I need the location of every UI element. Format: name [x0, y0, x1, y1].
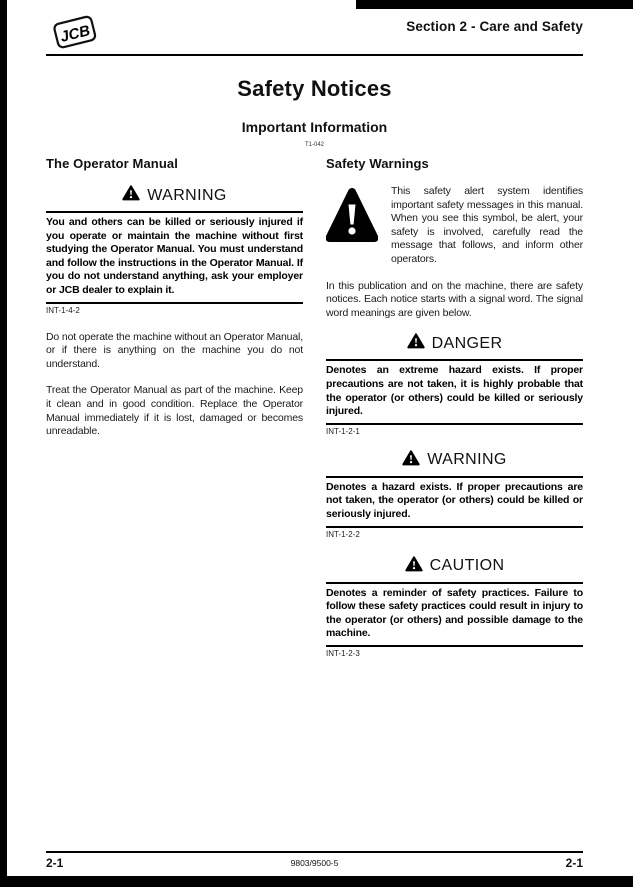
- left-column-heading: The Operator Manual: [46, 156, 178, 171]
- warning-triangle-icon: [122, 185, 140, 206]
- warning-notice-box: [326, 448, 583, 539]
- right-column-heading: Safety Warnings: [326, 156, 429, 171]
- scan-border-left: [0, 0, 7, 887]
- signal-word: CAUTION: [429, 557, 505, 574]
- warning-notice-box: [46, 183, 303, 315]
- paragraph: Do not operate the machine without an Operator Manual, or if there is anything on the machine you do not understand.: [46, 330, 303, 370]
- scan-border-top-right: [356, 0, 633, 9]
- reference-code: T1-042: [304, 142, 324, 148]
- page-number-left: 2-1: [46, 856, 64, 870]
- warning-body: You and others can be killed or seriously injured if you operate or maintain the machine without first studying the Operator Manual. You must understand and follow the instructions in the Operator Manual. If you do not understand anything, ask your employer or JCB dealer to explain it.: [46, 216, 303, 296]
- publication-number: 9803/9500-5: [290, 858, 339, 868]
- notice-code: INT-1-2-1: [326, 426, 360, 436]
- alert-intro-text: This safety alert system identifies important safety messages in this manual. When you see this symbol, be alert, your safety is involved, carefully read the message that follows, and inform other operators.: [391, 185, 583, 265]
- section-header: Section 2 - Care and Safety: [406, 19, 583, 34]
- svg-text:JCB: JCB: [58, 22, 92, 46]
- footer-rule: [46, 851, 583, 853]
- signal-row: [326, 448, 583, 476]
- signal-row: [326, 554, 583, 582]
- signal-word: WARNING: [147, 186, 227, 204]
- jcb-logo-icon: [50, 11, 100, 60]
- warning-body: Denotes a hazard exists. If proper precautions are not taken, the operator (or others) could be killed or seriously injured.: [326, 480, 583, 520]
- paragraph: In this publication and on the machine, there are safety notices. Each notice starts with a signal word. The signal word meanings are given below.: [326, 279, 583, 319]
- paragraph: Treat the Operator Manual as part of the machine. Keep it clean and in good condition. Replace the Operator Manual immediately if it is lost, damaged or becomes unreadable.: [46, 384, 303, 438]
- caution-notice-box: [326, 554, 583, 658]
- safety-alert-block: [326, 185, 583, 267]
- signal-row: [326, 331, 583, 359]
- danger-notice-box: [326, 331, 583, 435]
- warning-triangle-icon: [407, 333, 425, 354]
- caution-body: Denotes a reminder of safety practices. Failure to follow these safety practices could result in injury to the operator (or others) and possible damage to the machine.: [326, 586, 583, 640]
- notice-code: INT-1-2-3: [326, 648, 360, 658]
- danger-body: Denotes an extreme hazard exists. If proper precautions are not taken, it is highly probable that the operator (or others) could be killed or seriously injured.: [326, 364, 583, 418]
- signal-word: WARNING: [427, 451, 507, 469]
- notice-code: INT-1-2-2: [326, 529, 360, 539]
- warning-triangle-icon: [402, 450, 420, 471]
- header-rule: [46, 54, 583, 56]
- warning-triangle-icon: [405, 556, 423, 577]
- safety-alert-triangle-icon: [326, 185, 378, 267]
- scan-border-bottom: [0, 876, 633, 887]
- right-column: [326, 156, 583, 658]
- signal-row: [46, 183, 303, 211]
- page-subtitle: Important Information: [241, 119, 388, 135]
- left-column: [46, 156, 303, 439]
- signal-word: DANGER: [431, 334, 503, 352]
- notice-code: INT-1-4-2: [46, 305, 80, 315]
- page-number-right: 2-1: [565, 856, 583, 870]
- page-title: Safety Notices: [237, 76, 392, 101]
